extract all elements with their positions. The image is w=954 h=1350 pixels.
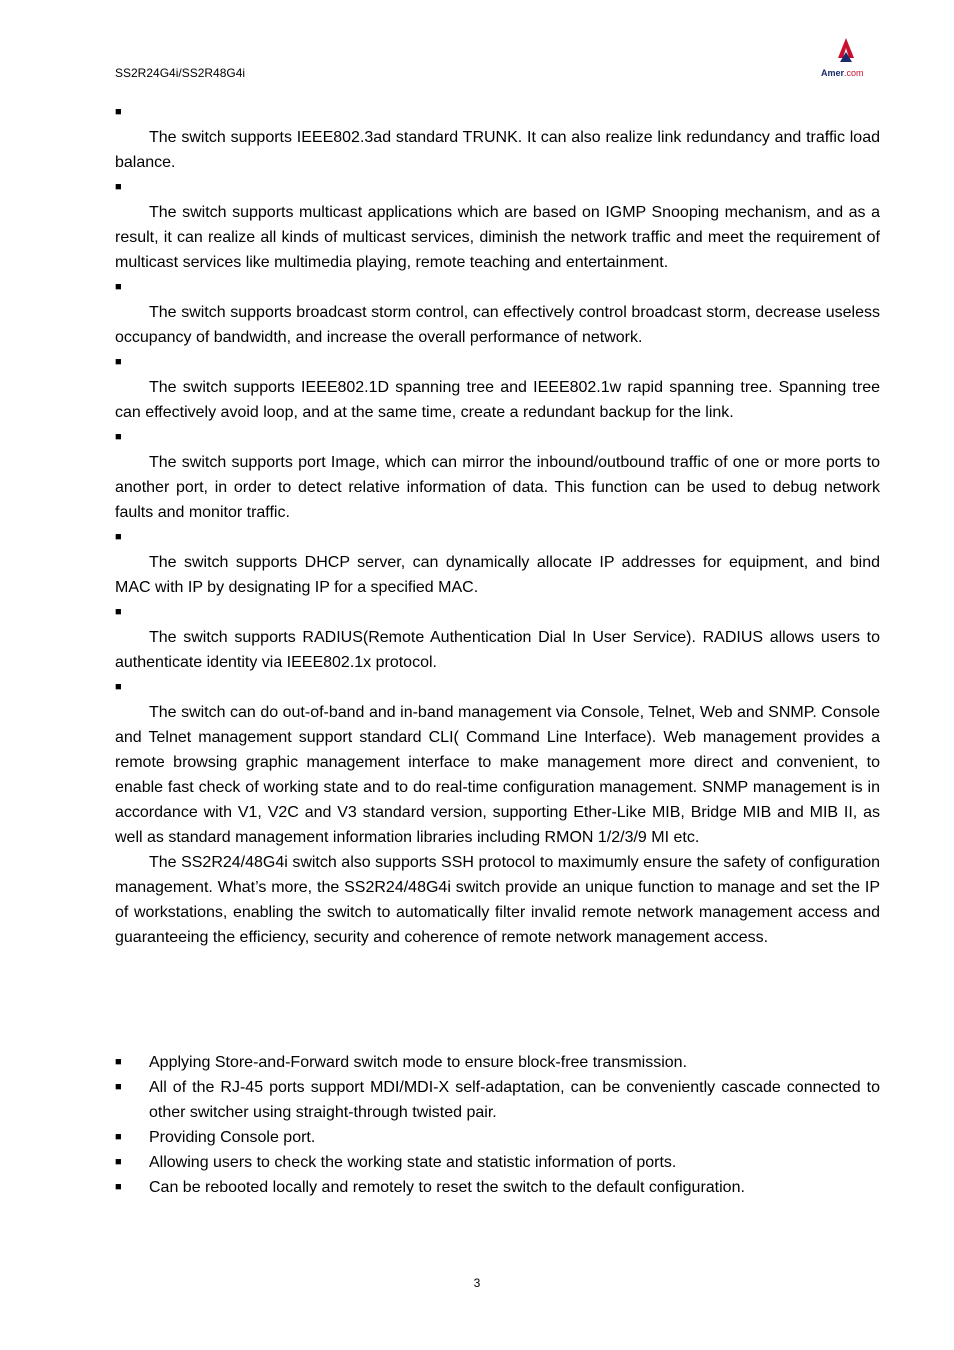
list-item bbox=[115, 1175, 880, 1200]
list-bullet-icon: ■ bbox=[115, 1056, 122, 1068]
list-item bbox=[115, 1075, 880, 1125]
section-bullet-icon: ■ bbox=[115, 681, 122, 693]
list-item bbox=[115, 1125, 880, 1150]
list-item-text: Applying Store-and-Forward switch mode to ensure block-free transmission. bbox=[149, 1054, 688, 1071]
feature-list bbox=[115, 1050, 880, 1200]
page-number: 3 bbox=[473, 1276, 481, 1290]
section-paragraph: The switch supports multicast applications which are based on IGMP Snooping mechanism, and as a result, it can realize all kinds of multicast services, diminish the network traffic and meet the requirement of multicast services like multimedia playing, remote teaching and entertainment. bbox=[115, 204, 880, 271]
section-paragraph: The switch supports broadcast storm control, can effectively control broadcast storm, decrease useless occupancy of bandwidth, and increase the overall performance of network. bbox=[115, 304, 880, 346]
section-bullet-icon: ■ bbox=[115, 431, 122, 443]
section-paragraph: The switch supports IEEE802.1D spanning tree and IEEE802.1w rapid spanning tree. Spanning tree can effectively avoid loop, and at the same time, create a redundant backup for the link. bbox=[115, 379, 880, 421]
header-model: SS2R24G4i/SS2R48G4i bbox=[115, 66, 246, 80]
section-bullet-icon: ■ bbox=[115, 106, 122, 118]
section-bullet-icon: ■ bbox=[115, 356, 122, 368]
list-item-text: Can be rebooted locally and remotely to reset the switch to the default configuration. bbox=[149, 1179, 745, 1196]
list-item bbox=[115, 1150, 880, 1175]
ssh-paragraph: The SS2R24/48G4i switch also supports SSH protocol to maximumly ensure the safety of configuration management. What’s more, the SS2R24/48G4i switch provide an unique function to manage and set the IP of workstations, enabling the switch to automatically filter invalid remote network management access and guaranteeing the efficiency, security and coherence of remote network management access. bbox=[115, 854, 880, 946]
list-bullet-icon: ■ bbox=[115, 1156, 122, 1168]
document-body bbox=[115, 100, 880, 1200]
list-bullet-icon: ■ bbox=[115, 1181, 122, 1193]
section-paragraph: The switch supports DHCP server, can dynamically allocate IP addresses for equipment, and bind MAC with IP by designating IP for a specified MAC. bbox=[115, 554, 880, 596]
section-paragraph: The switch supports RADIUS(Remote Authentication Dial In User Service). RADIUS allows users to authenticate identity via IEEE802.1x protocol. bbox=[115, 629, 880, 671]
list-bullet-icon: ■ bbox=[115, 1131, 122, 1143]
list-item-text: Providing Console port. bbox=[149, 1129, 316, 1146]
section-bullet-icon: ■ bbox=[115, 281, 122, 293]
section-paragraph: The switch can do out-of-band and in-band management via Console, Telnet, Web and SNMP. Console and Telnet management support standard CLI( Command Line Interface). Web management provides a remote browsing graphic management interface to make management more direct and convenient, to enable fast check of working state and to do real-time configuration management. SNMP management is in accordance with V1, V2C and V3 standard version, supporting Ether-Like MIB, Bridge MIB and MIB II, as well as standard management information libraries including RMON 1/2/3/9 MI etc. bbox=[115, 704, 880, 846]
section-bullet-icon: ■ bbox=[115, 606, 122, 618]
section-bullet-icon: ■ bbox=[115, 531, 122, 543]
list-bullet-icon: ■ bbox=[115, 1081, 122, 1093]
svg-text:.com: .com bbox=[844, 68, 864, 78]
list-item-text: Allowing users to check the working state and statistic information of ports. bbox=[149, 1154, 677, 1171]
feature-sections bbox=[115, 100, 880, 850]
list-item bbox=[115, 1050, 880, 1075]
list-item-text: All of the RJ-45 ports support MDI/MDI-X self-adaptation, can be conveniently cascade connected to other switcher using straight-through twisted pair. bbox=[149, 1079, 880, 1121]
section-paragraph: The switch supports IEEE802.3ad standard TRUNK. It can also realize link redundancy and traffic load balance. bbox=[115, 129, 880, 171]
section-bullet-icon: ■ bbox=[115, 181, 122, 193]
section-gap bbox=[115, 950, 880, 1050]
section-paragraph: The switch supports port Image, which can mirror the inbound/outbound traffic of one or more ports to another port, in order to detect relative information of data. This function can be used to debug network faults and monitor traffic. bbox=[115, 454, 880, 521]
svg-text:Amer: Amer bbox=[821, 68, 845, 78]
amer-logo bbox=[818, 36, 878, 84]
